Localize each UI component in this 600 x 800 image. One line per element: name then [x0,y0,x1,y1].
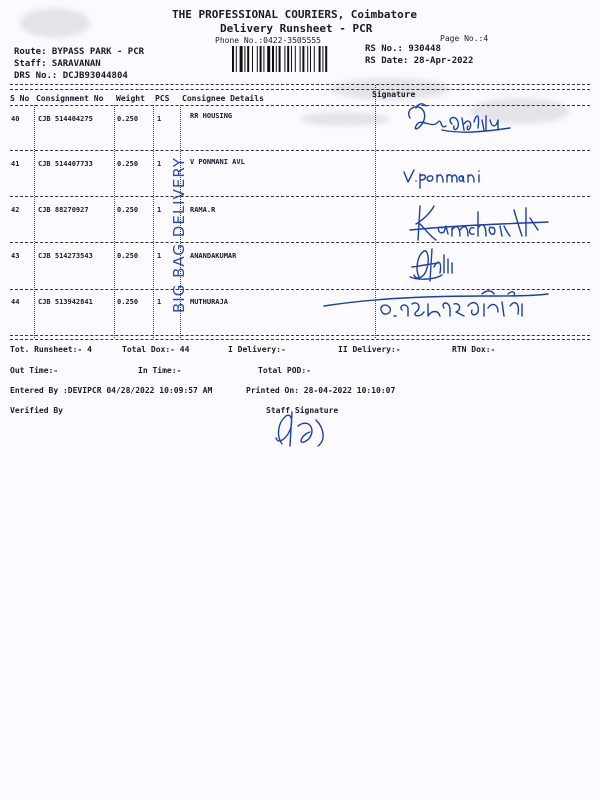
rule [10,335,590,336]
rs-number: RS No.: 930448 [365,44,441,54]
route: Route: BYPASS PARK - PCR [14,47,145,57]
row-pcs: 1 [157,206,162,214]
page-number: Page No.:4 [440,34,489,43]
row-consignment: CJB 514273543 [38,252,93,260]
runsheet-title: Delivery Runsheet - PCR [220,22,373,35]
row-pcs: 1 [157,115,162,123]
row-sno: 42 [11,206,20,214]
col-divider [153,105,154,338]
col-consignment: Consignment No [36,94,104,103]
rs-date: RS Date: 28-Apr-2022 [365,56,474,66]
printed-on: Printed On: 28-04-2022 10:10:07 [246,386,396,395]
col-sno: S No [10,94,30,103]
drs-number: DRS No.: DCJB93044804 [14,71,128,81]
tot-runsheet: Tot. Runsheet:- 4 [10,345,92,354]
row-divider [10,150,590,151]
signature-row-41 [400,164,490,190]
row-divider [10,196,590,197]
row-pcs: 1 [157,298,162,306]
rule [10,89,590,90]
staff-name: Staff: SARAVANAN [14,59,101,69]
total-dox: Total Dox:- 44 [122,345,190,354]
row-consignee: RR HOUSING [190,112,233,120]
row-weight: 0.250 [117,298,139,306]
row-sno: 44 [11,298,20,306]
signature-row-40 [402,100,517,142]
row-weight: 0.250 [117,160,139,168]
col-pcs: PCS [155,94,170,103]
row-consignee: V PONMANI AVL [190,158,245,166]
row-sno: 40 [11,115,20,123]
col-consignee: Consignee Details [182,94,264,103]
row-weight: 0.250 [117,206,139,214]
phone-number: Phone No.:0422-3505555 [215,36,321,45]
row-weight: 0.250 [117,252,139,260]
signature-row-42 [408,200,558,246]
scan-smudge [20,8,90,38]
rule [10,339,590,340]
scan-smudge [300,112,390,126]
total-pod: Total POD:- [258,366,311,375]
row-sno: 43 [11,252,20,260]
rtn-dox: RTN Dox:- [452,345,496,354]
row-consignment: CJB 514404275 [38,115,93,123]
col-divider [34,105,35,338]
row-sno: 41 [11,160,20,168]
entered-by: Entered By :DEVIPCR 04/28/2022 10:09:57 AM [10,386,213,395]
signature-row-43 [408,245,468,287]
row-consignment: CJB 514407733 [38,160,93,168]
signature-row-44 [322,288,552,324]
col-divider [114,105,115,338]
row-pcs: 1 [157,252,162,260]
staff-signature-label: Staff Signature [266,406,339,415]
staff-signature [268,406,338,452]
col-signature: Signature [372,90,416,99]
out-time: Out Time:- [10,366,59,375]
i-delivery: I Delivery:- [228,345,286,354]
row-consignee: MUTHURAJA [190,298,228,306]
row-weight: 0.250 [117,115,139,123]
row-consignment: CJB 88270927 [38,206,89,214]
ii-delivery: II Delivery:- [338,345,401,354]
verified-by: Verified By [10,406,63,415]
barcode [232,46,352,72]
row-consignee: RAMA.R [190,206,216,214]
col-weight: Weight [116,94,145,103]
row-pcs: 1 [157,160,162,168]
row-consignment: CJB 513942841 [38,298,93,306]
in-time: In Time:- [138,366,182,375]
stamp-text: BIG BAG DELIVERY [170,156,188,313]
big-bag-delivery-stamp [168,152,190,317]
row-consignee: ANANDAKUMAR [190,252,237,260]
company-name: THE PROFESSIONAL COURIERS, Coimbatore [172,8,418,21]
rule [10,84,590,85]
